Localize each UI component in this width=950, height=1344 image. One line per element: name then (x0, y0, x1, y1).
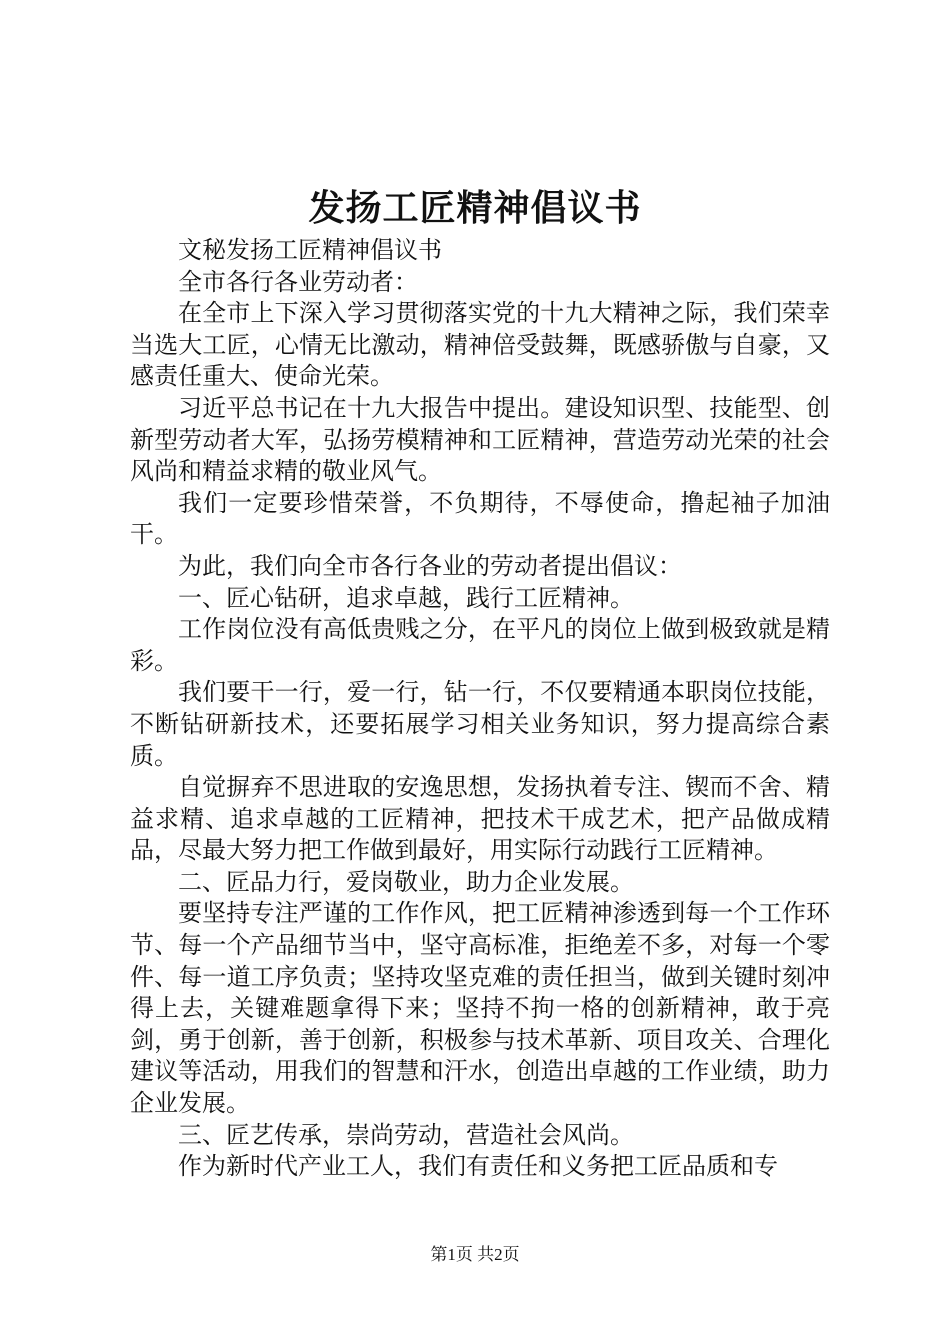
document-title: 发扬工匠精神倡议书 (308, 187, 642, 229)
paragraph: 我们要干一行，爱一行，钻一行，不仅要精通本职岗位技能，不断钻研新技术，还要拓展学习相关业务知识，努力提高综合素质。 (130, 678, 830, 770)
paragraph: 要坚持专注严谨的工作作风，把工匠精神渗透到每一个工作环节、每一个产品细节当中，坚守高标准，拒绝差不多，对每一个零件、每一道工序负责；坚持攻坚克难的责任担当，做到关键时刻冲得上去，关键难题拿得下来；坚持不拘一格的创新精神，敢于亮剑，勇于创新，善于创新，积极参与技术革新、项目攻关、合理化建议等活动，用我们的智慧和汗水，创造出卓越的工作业绩，助力企业发展。 (130, 899, 830, 1118)
paragraph-salutation: 全市各行各业劳动者： (178, 267, 418, 296)
paragraph: 工作岗位没有高低贵贱之分，在平凡的岗位上做到极致就是精彩。 (130, 615, 830, 675)
paragraph: 我们一定要珍惜荣誉，不负期待，不辱使命，撸起袖子加油干。 (130, 488, 830, 549)
paragraph-subtitle: 文秘发扬工匠精神倡议书 (178, 236, 442, 264)
paragraph: 作为新时代产业工人，我们有责任和义务把工匠品质和专 (178, 1152, 778, 1181)
document-body (130, 235, 830, 1183)
section-heading-2: 二、匠品力行，爱岗敬业，助力企业发展。 (178, 867, 634, 896)
paragraph: 自觉摒弃不思进取的安逸思想，发扬执着专注、锲而不舍、精益求精、追求卓越的工匠精神，把技术干成艺术，把产品做成精品，尽最大努力把工作做到最好，用实际行动践行工匠精神。 (130, 773, 830, 865)
paragraph: 为此，我们向全市各行各业的劳动者提出倡议： (178, 551, 682, 580)
paragraph: 习近平总书记在十九大报告中提出。建设知识型、技能型、创新型劳动者大军，弘扬劳模精神和工匠精神，营造劳动光荣的社会风尚和精益求精的敬业风气。 (130, 393, 830, 486)
paragraph: 在全市上下深入学习贯彻落实党的十九大精神之际，我们荣幸当选大工匠，心情无比激动，精神倍受鼓舞，既感骄傲与自豪，又感责任重大、使命光荣。 (130, 299, 830, 391)
section-heading-1: 一、匠心钻研，追求卓越，践行工匠精神。 (178, 583, 634, 612)
section-heading-3: 三、匠艺传承，崇尚劳动，营造社会风尚。 (178, 1120, 634, 1149)
page-footer: 第1页 共2页 (430, 1245, 520, 1264)
